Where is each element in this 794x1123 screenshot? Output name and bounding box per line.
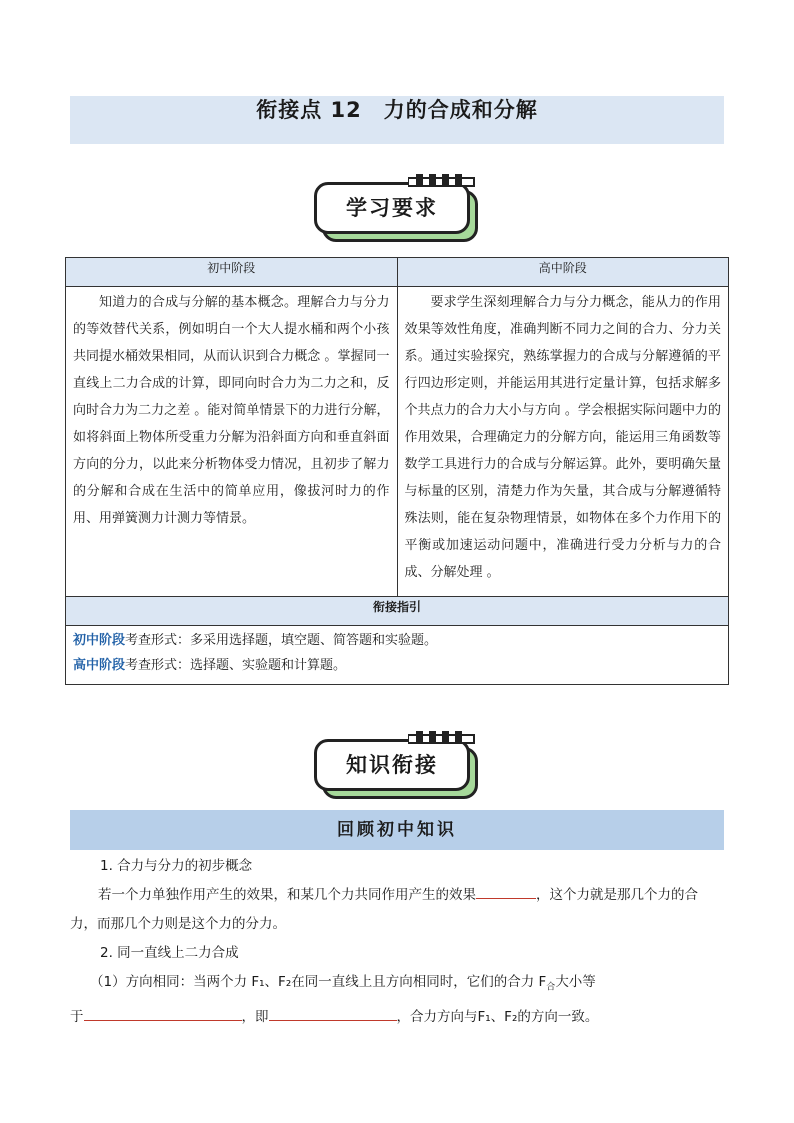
requirements-table: [65, 257, 729, 685]
p2-subscript: 合: [546, 982, 556, 993]
junior-requirements: [66, 287, 398, 597]
knowledge-link-badge: [312, 737, 477, 797]
heading-1: 1. 合力与分力的初步概念: [100, 858, 253, 874]
paragraph-1: [70, 881, 730, 910]
heading-2: 2. 同一直线上二力合成: [100, 945, 239, 961]
answer-blank-1[interactable]: [476, 882, 536, 899]
p3-text-c: ，合力方向与F₁、F₂的方向一致。: [396, 1008, 599, 1025]
guide-text-junior: 考查形式：多采用选择题，填空题、简答题和实验题。: [125, 633, 438, 648]
p1-text-a: 若一个力单独作用产生的效果，和某几个力共同作用产生的效果: [98, 887, 476, 903]
guide-text-senior: 考查形式：选择题、实验题和计算题。: [125, 658, 347, 673]
guide-label-junior: 初中阶段: [73, 633, 126, 648]
guide-line-senior: [73, 653, 721, 678]
badge-label: 知识衔接: [314, 739, 470, 791]
paragraph-2: [70, 968, 730, 1003]
p2-text-a: （1）方向相同：当两个力 F₁、F₂在同一直线上且方向相同时，它们的合力 F: [90, 974, 547, 990]
p3-text-b: ，即: [241, 1008, 269, 1025]
p2-text-b: 大小等: [555, 974, 596, 990]
paragraph-3: [70, 1003, 730, 1032]
answer-blank-2[interactable]: [84, 1004, 242, 1021]
study-requirements-badge: [312, 180, 477, 240]
guide-line-junior: [73, 628, 721, 653]
title-banner: [70, 96, 724, 144]
guide-label-senior: 高中阶段: [73, 658, 126, 673]
review-content: [70, 852, 730, 1032]
col2-header: 高中阶段: [397, 258, 729, 287]
section-title: 回顾初中知识: [70, 810, 724, 850]
senior-requirements: [397, 287, 729, 597]
answer-blank-3[interactable]: [269, 1004, 397, 1021]
p3-text-a: 于: [70, 1008, 84, 1025]
p1-text-b: ，这个力就是那几个力的合: [536, 887, 698, 903]
guide-header: 衔接指引: [66, 597, 729, 626]
badge-label: 学习要求: [314, 182, 470, 234]
guide-content: [66, 626, 729, 685]
page-title: 衔接点 12 力的合成和分解: [256, 98, 538, 122]
col1-header: 初中阶段: [66, 258, 398, 287]
paragraph-1-cont: 力，而那几个力则是这个力的分力。: [70, 916, 286, 932]
binder-rings-icon: [408, 174, 478, 188]
senior-text: 要求学生深刻理解合力与分力概念，能从力的作用效果等效性角度，准确判断不同力之间的合力、分力关系。通过实验探究，熟练掌握力的合成与分解遵循的平行四边形定则，并能运用其进行定量计算，包括求解多个共点力的合力大小与方向 。学会根据实际问题中力的作用效果，合理确定力的分解方向，能运用三角函数等数学工具进行力的合成与分解运算。此外，要明确矢量与标量的区别，清楚力作为矢量，其合成与分解遵循特殊法则，能在复杂物理情景，如物体在多个力作用下的平衡或加速运动问题中，准确进行受力分析与力的合成、分解处理 。: [404, 295, 721, 580]
binder-rings-icon: [408, 731, 478, 745]
junior-text: 知道力的合成与分解的基本概念。理解合力与分力的等效替代关系，例如明白一个大人提水桶和两个小孩共同提水桶效果相同，从而认识到合力概念 。掌握同一直线上二力合成的计算，即同向时合力为二力之和，反向时合力为二力之差 。能对简单情景下的力进行分解，如将斜面上物体所受重力分解为沿斜面方向和垂直斜面方向的分力，以此来分析物体受力情况，且初步了解力的分解和合成在生活中的简单应用，像拔河时力的作用、用弹簧测力计测力等情景。: [73, 295, 390, 526]
